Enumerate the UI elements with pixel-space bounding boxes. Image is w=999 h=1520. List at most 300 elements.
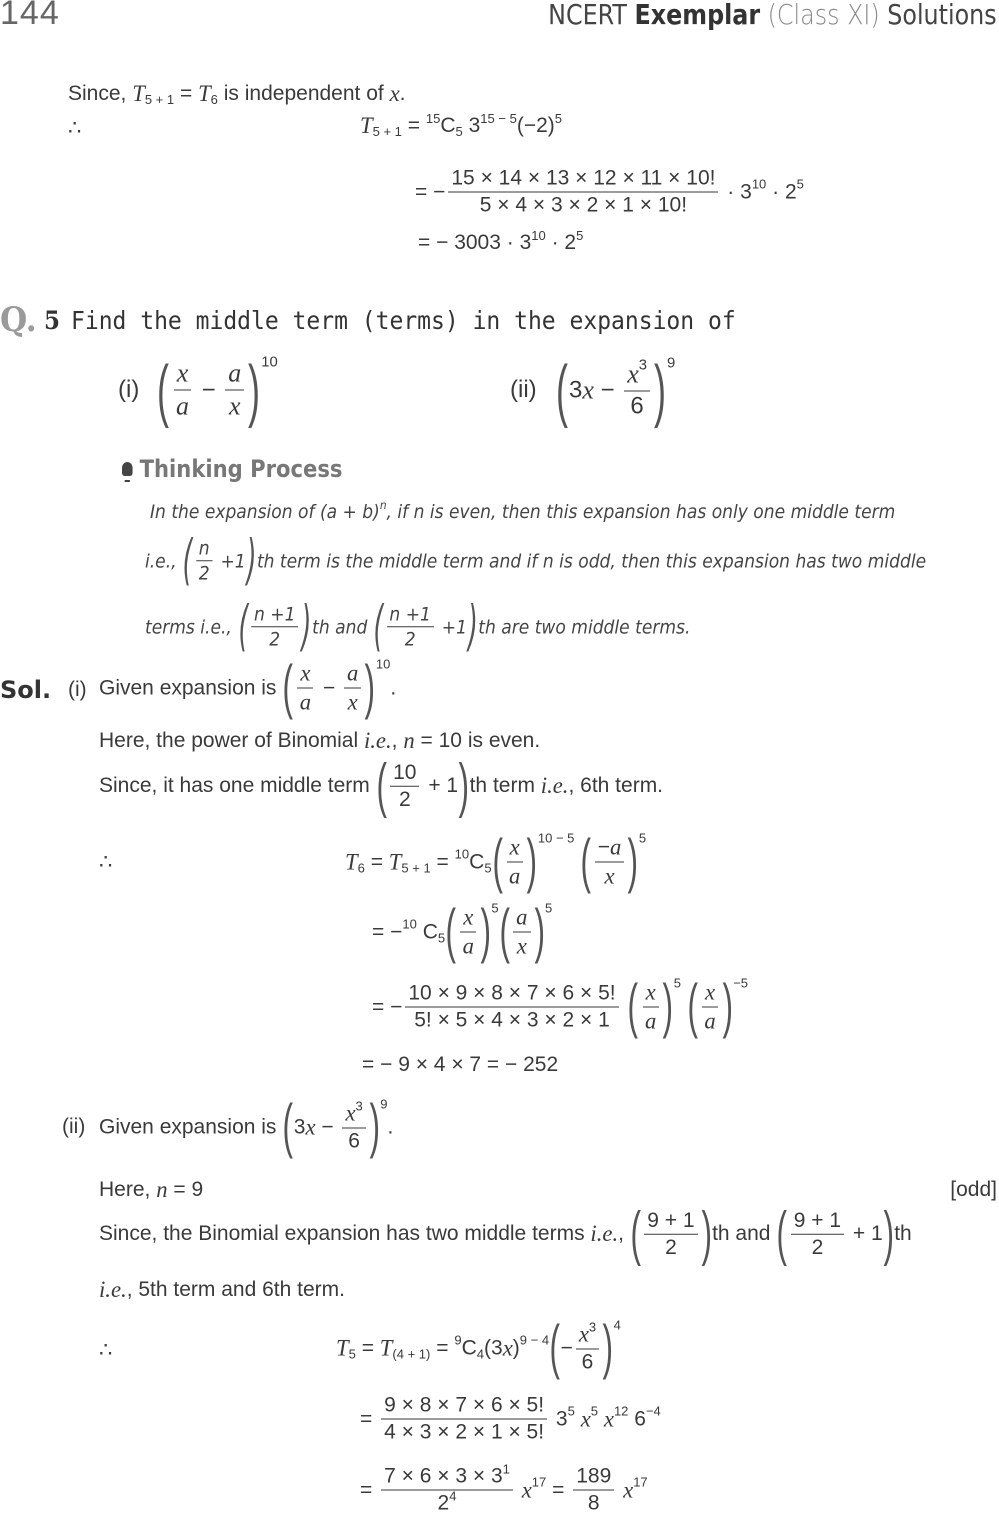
right-paren: ) <box>458 751 470 820</box>
right-paren: ) <box>248 350 261 428</box>
left-paren: ( <box>182 529 193 593</box>
exponent: 10 − 5 <box>537 830 575 846</box>
denominator <box>642 1008 659 1035</box>
right-paren: ) <box>602 1313 614 1382</box>
math-text: 15 × 14 × 13 × 12 × 11 × 10! <box>451 166 716 190</box>
denominator <box>297 689 314 716</box>
math-text: 5 × 4 × 3 × 2 × 1 × 10! <box>479 193 688 217</box>
math-text: = <box>401 114 426 137</box>
numerator <box>643 980 659 1008</box>
thinking-line-2 <box>145 529 927 593</box>
fraction <box>297 661 314 716</box>
fraction <box>405 982 618 1033</box>
header-exemplar: Exemplar <box>634 0 761 31</box>
math-text: 2 <box>269 628 281 651</box>
math-variable: a <box>516 904 528 930</box>
math-text: Since, the Binomial expansion has two middle terms <box>99 1222 591 1245</box>
paren-content <box>549 1313 614 1382</box>
sol-ii-ie <box>99 1277 345 1303</box>
sol-ii-given <box>99 1092 394 1161</box>
parenthesized-group <box>580 827 647 896</box>
denominator <box>701 1008 718 1035</box>
math-text: + 1 <box>847 1222 883 1245</box>
numerator <box>174 359 192 391</box>
math-text: +1 <box>436 616 467 638</box>
part-ii-label: (ii) <box>510 376 537 403</box>
thinking-line-1 <box>150 497 896 523</box>
fraction <box>251 604 298 651</box>
paren-content <box>445 897 491 966</box>
denominator <box>514 933 530 960</box>
denominator <box>460 933 477 960</box>
numerator <box>460 905 476 933</box>
math-variable: x <box>502 1335 513 1360</box>
denominator <box>585 1491 603 1516</box>
subscript: 5 <box>348 1346 356 1362</box>
exponent: 4 <box>613 1317 621 1333</box>
subscript: 5 <box>484 860 492 876</box>
numerator <box>390 761 419 787</box>
left-paren: ( <box>376 751 387 820</box>
math-text: − <box>315 1115 340 1138</box>
math-variable: x <box>521 1477 532 1502</box>
math-text: 9 × 8 × 7 × 6 × 5! <box>384 1393 545 1417</box>
math-text: 3 <box>462 114 481 137</box>
math-text: 6 <box>581 1350 594 1374</box>
math-text: C <box>416 920 438 943</box>
math-text: 4 × 3 × 2 × 1 × 5! <box>384 1420 545 1444</box>
sol-ii-eq1 <box>336 1313 621 1382</box>
parenthesized-group <box>445 897 499 966</box>
fraction <box>644 1209 697 1260</box>
denominator <box>602 863 618 890</box>
math-text: · 2 <box>766 180 797 203</box>
parenthesized-group <box>627 972 682 1041</box>
math-variable: n <box>403 728 415 753</box>
math-text: Since, <box>68 82 133 105</box>
superscript: 15 − 5 <box>480 110 517 126</box>
superscript: 17 <box>531 1474 547 1490</box>
header-class: (Class XI) <box>760 0 881 31</box>
thinking-process-title: Thinking Process <box>139 455 343 483</box>
fraction <box>506 835 523 890</box>
sol-ii-eq3 <box>360 1461 648 1516</box>
math-text: 3 <box>568 376 583 403</box>
math-text: − <box>560 1336 573 1359</box>
fraction <box>595 835 625 890</box>
math-variable: x <box>300 660 311 686</box>
math-text: = <box>546 1478 571 1501</box>
numerator <box>576 1319 599 1350</box>
math-text: 2 <box>811 1235 824 1259</box>
sol-i-given <box>99 653 397 722</box>
sol-part-ii-label: (ii) <box>62 1115 86 1138</box>
fraction <box>173 359 192 422</box>
math-text: − <box>317 676 342 699</box>
superscript: 3 <box>355 1098 363 1114</box>
exponent: 10 <box>375 656 391 672</box>
math-text: = − <box>372 995 403 1018</box>
math-variable: a <box>347 660 359 686</box>
math-text: 6 <box>630 392 644 420</box>
math-variable: x <box>582 375 594 404</box>
math-variable: T <box>379 1335 393 1360</box>
parenthesized-group <box>373 595 479 659</box>
math-text: = <box>430 850 455 873</box>
fraction <box>460 905 477 960</box>
denominator <box>381 1420 547 1445</box>
parenthesized-group <box>630 1199 712 1268</box>
left-paren: ( <box>549 1313 561 1382</box>
paren-content <box>282 653 376 722</box>
right-paren: ) <box>627 827 639 896</box>
exponent: 5 <box>673 975 682 991</box>
right-paren: ) <box>526 827 538 896</box>
denominator <box>345 689 361 716</box>
subscript: 5 <box>455 124 463 140</box>
math-text: = − <box>372 920 403 943</box>
math-text: C <box>469 850 485 873</box>
superscript: −4 <box>645 1403 661 1419</box>
exponent: 5 <box>638 830 647 846</box>
math-variable: x <box>347 689 358 715</box>
sol-i-eq4 <box>362 1053 558 1077</box>
math-variable: x <box>509 834 520 860</box>
math-text: = <box>360 1478 379 1501</box>
header-ncert: NCERT <box>548 0 635 31</box>
parenthesized-group <box>549 1313 621 1382</box>
denominator <box>627 392 646 421</box>
superscript: 5 <box>554 110 563 126</box>
denominator <box>506 863 523 890</box>
math-text: . <box>399 82 406 105</box>
math-variable: x <box>578 1321 589 1347</box>
left-paren: ( <box>627 972 639 1041</box>
question-mark-label: Q. <box>0 300 37 340</box>
lightbulb-icon <box>122 462 133 476</box>
superscript: 12 <box>613 1403 629 1419</box>
math-text: Given expansion is <box>99 676 283 699</box>
math-variable: T <box>336 1335 349 1360</box>
math-text: = 10 is even. <box>414 729 541 752</box>
math-text: 6 <box>628 1407 646 1430</box>
sol-i-eq3 <box>372 972 749 1041</box>
sol-i-since <box>99 751 664 820</box>
math-variable: a <box>704 1008 716 1034</box>
math-text: − <box>597 835 611 859</box>
superscript: 1 <box>502 1461 510 1477</box>
right-paren: ) <box>246 529 257 593</box>
math-text: th <box>894 1222 912 1245</box>
sol-i-eq2 <box>372 897 553 966</box>
denominator <box>662 1235 680 1260</box>
math-variable: T <box>388 849 402 874</box>
fraction <box>344 661 361 716</box>
math-text: th term <box>469 774 541 797</box>
thinking-process-heading <box>122 455 343 483</box>
math-text: = 9 <box>167 1178 204 1201</box>
fraction <box>225 359 244 422</box>
math-variable: i.e. <box>99 1277 127 1302</box>
right-paren: ) <box>883 1199 894 1268</box>
math-text: , 6th term. <box>568 774 664 797</box>
math-variable: a <box>644 1008 657 1034</box>
math-variable: x <box>305 1114 316 1139</box>
equation-t6-binomial <box>360 110 563 140</box>
math-variable: x <box>580 1406 591 1431</box>
left-paren: ( <box>492 827 503 896</box>
math-text: · 2 <box>545 231 577 254</box>
math-text: (−2) <box>516 114 555 137</box>
denominator <box>226 391 244 422</box>
math-text: 5! × 5 × 4 × 3 × 2 × 1 <box>414 1008 610 1032</box>
fraction <box>513 905 530 960</box>
superscript: 3 <box>588 1319 597 1335</box>
superscript: 3 <box>638 357 647 374</box>
left-paren: ( <box>237 595 248 659</box>
right-paren: ) <box>364 653 376 722</box>
math-variable: T <box>132 81 145 106</box>
right-paren: ) <box>653 350 666 428</box>
math-text: C <box>461 1336 477 1359</box>
subscript: (4 + 1) <box>392 1346 431 1362</box>
numerator <box>644 1209 697 1235</box>
exponent: 5 <box>544 900 553 916</box>
parenthesized-group <box>687 972 749 1041</box>
part-i-expression <box>156 350 278 428</box>
math-text: 9 + 1 <box>647 1208 695 1232</box>
math-text: − <box>194 376 223 403</box>
right-paren: ) <box>701 1199 712 1268</box>
denominator <box>345 1129 363 1154</box>
right-paren: ) <box>480 897 491 966</box>
exponent: 10 <box>261 354 278 371</box>
part-i-label: (i) <box>118 376 140 403</box>
denominator <box>579 1350 597 1375</box>
math-text: is independent of <box>217 82 390 105</box>
header-solutions: Solutions <box>880 0 997 31</box>
left-paren: ( <box>687 972 698 1041</box>
math-text: +1 <box>215 550 246 572</box>
math-text: = − 3003 · 3 <box>418 231 532 254</box>
math-text: = <box>364 850 389 873</box>
numerator <box>513 905 530 933</box>
part-ii-expression <box>555 350 676 428</box>
math-variable: x <box>645 979 656 1005</box>
numerator <box>387 604 434 628</box>
denominator <box>477 193 690 218</box>
right-paren: ) <box>533 897 545 966</box>
math-text: 2 <box>665 1235 677 1259</box>
denominator <box>402 628 418 651</box>
therefore-symbol: ∴ <box>68 116 82 140</box>
paren-content <box>182 529 257 593</box>
parenthesized-group <box>499 897 553 966</box>
numerator <box>702 980 718 1008</box>
fraction <box>381 1461 513 1516</box>
sol-ii-eq2 <box>360 1394 661 1445</box>
sol-ii-since <box>99 1199 912 1268</box>
left-paren: ( <box>282 653 294 722</box>
fraction <box>196 538 212 585</box>
math-text: Given expansion is <box>99 1115 283 1138</box>
numerator <box>405 982 618 1008</box>
left-paren: ( <box>499 897 510 966</box>
subscript: 4 <box>476 1346 484 1362</box>
math-text: 2 <box>198 562 210 585</box>
exponent: 5 <box>491 900 499 916</box>
math-text: 8 <box>587 1491 600 1515</box>
question-number: 5 <box>43 305 60 335</box>
paren-content <box>373 595 479 659</box>
math-text: 3 <box>293 1115 306 1138</box>
math-text: 2 <box>398 787 411 811</box>
math-text: n <box>198 537 210 560</box>
sol-ii-here <box>99 1177 203 1203</box>
fraction <box>448 167 718 218</box>
math-text: In the expansion of (a + b) <box>150 501 380 523</box>
math-variable: i.e. <box>363 728 392 753</box>
math-variable: x <box>604 863 615 889</box>
math-variable: a <box>175 391 189 421</box>
fraction <box>381 1394 547 1445</box>
exponent: 9 <box>666 355 676 372</box>
math-text: Here, the power of Binomial <box>99 729 364 752</box>
numerator <box>595 835 625 863</box>
denominator <box>396 787 414 812</box>
math-text: , <box>391 729 404 752</box>
fraction <box>342 1098 365 1154</box>
math-text: 3 <box>550 1407 568 1430</box>
math-text: th are two middle terms. <box>478 616 691 638</box>
equation-result <box>418 227 584 255</box>
left-paren: ( <box>156 350 169 428</box>
math-text: (3 <box>484 1336 503 1359</box>
fraction <box>387 604 434 651</box>
therefore-symbol: ∴ <box>99 850 113 874</box>
numerator <box>196 538 212 562</box>
superscript: 9 − 4 <box>519 1332 550 1348</box>
math-text: 189 <box>576 1464 612 1488</box>
subscript: 5 + 1 <box>401 860 431 876</box>
math-text: 2 <box>437 1491 450 1515</box>
fraction <box>701 980 718 1035</box>
numerator <box>791 1209 844 1235</box>
since-independent-line <box>68 81 405 107</box>
numerator <box>381 1394 547 1420</box>
math-text: 9 + 1 <box>793 1208 842 1232</box>
fraction <box>390 761 419 812</box>
math-variable: x <box>705 979 716 1005</box>
left-paren: ( <box>630 1199 641 1268</box>
running-header <box>549 0 997 31</box>
math-variable: x <box>516 933 527 959</box>
right-paren: ) <box>369 1092 380 1161</box>
math-variable: a <box>462 933 474 959</box>
math-text: 6 <box>348 1129 360 1153</box>
numerator <box>448 167 718 193</box>
math-text: , if n is even, then this expansion has only one middle term <box>386 501 896 523</box>
paren-content <box>156 350 261 428</box>
superscript: 4 <box>449 1488 457 1504</box>
math-variable: T <box>198 81 211 106</box>
paren-content <box>687 972 733 1041</box>
equation-fraction-step <box>415 167 804 218</box>
superscript: 5 <box>576 227 584 243</box>
fraction <box>791 1209 844 1260</box>
question-text: Find the middle term (terms) in the expansion of <box>70 305 736 335</box>
subscript: 6 <box>210 92 218 108</box>
numerator <box>297 661 313 689</box>
math-variable: T <box>345 849 358 874</box>
math-text: = − 9 × 4 × 7 = − 252 <box>362 1053 559 1076</box>
fraction <box>624 357 650 421</box>
math-text: 2 <box>404 628 416 651</box>
thinking-line-3 <box>145 595 691 659</box>
denominator <box>809 1235 827 1260</box>
math-text: = <box>360 1407 379 1430</box>
parenthesized-group <box>776 1199 894 1268</box>
numerator <box>507 835 523 863</box>
math-variable: x <box>176 358 189 388</box>
parenthesized-group <box>156 350 278 428</box>
math-text: th term is the middle term and if n is odd, then this expansion has two middle <box>256 550 927 572</box>
math-variable: T <box>360 113 373 138</box>
math-text: , <box>618 1222 630 1245</box>
paren-content <box>237 595 312 659</box>
numerator <box>573 1465 614 1491</box>
superscript: 10 <box>454 846 470 862</box>
math-variable: a <box>610 834 622 860</box>
numerator <box>344 661 361 689</box>
paren-content <box>282 1092 380 1161</box>
subscript: 6 <box>357 860 365 876</box>
math-text: = <box>174 82 199 105</box>
fraction <box>576 1319 599 1375</box>
math-text: Since, it has one middle term <box>99 774 376 797</box>
therefore-symbol: ∴ <box>99 1338 113 1362</box>
denominator <box>267 628 283 651</box>
math-variable: a <box>228 358 242 388</box>
math-variable: n <box>156 1177 168 1202</box>
superscript: 5 <box>796 176 804 192</box>
parenthesized-group <box>282 653 391 722</box>
superscript: 15 <box>425 110 441 126</box>
paren-content <box>555 350 667 428</box>
paren-content <box>630 1199 712 1268</box>
superscript: 17 <box>633 1474 648 1490</box>
fraction <box>573 1465 614 1516</box>
math-text: terms i.e., <box>145 616 238 638</box>
math-text: th and <box>712 1222 777 1245</box>
right-paren: ) <box>722 972 733 1041</box>
superscript: n <box>379 497 387 512</box>
paren-content <box>580 827 639 896</box>
paren-content <box>492 827 538 896</box>
numerator <box>342 1098 365 1129</box>
math-text: Here, <box>99 1178 157 1201</box>
paren-content <box>499 897 545 966</box>
superscript: 10 <box>751 176 767 192</box>
math-text: − <box>593 376 622 403</box>
math-text: 10 × 9 × 8 × 7 × 6 × 5! <box>408 981 616 1005</box>
math-variable: i.e. <box>540 773 569 798</box>
denominator <box>435 1488 460 1516</box>
left-paren: ( <box>373 595 384 659</box>
left-paren: ( <box>580 827 592 896</box>
parenthesized-group <box>237 595 312 659</box>
parenthesized-group <box>376 751 470 820</box>
